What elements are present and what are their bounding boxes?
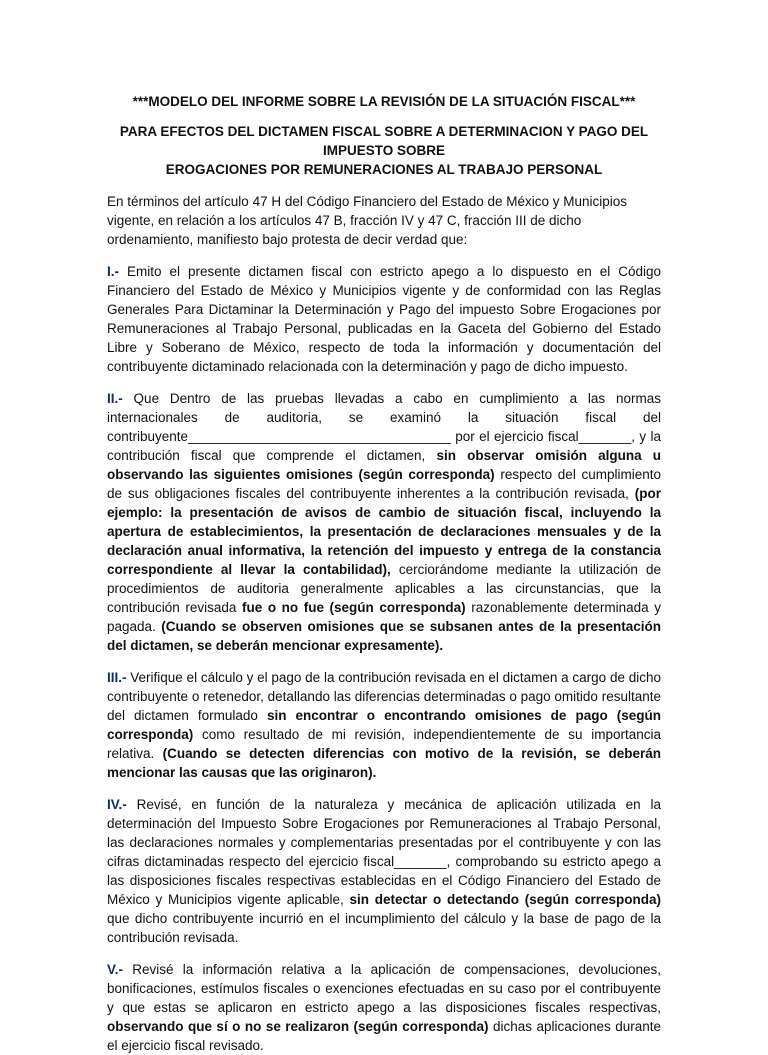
paragraph-text: Revisé, en función de la naturaleza y mecánica de aplicación utilizada en la determinación del Impuesto Sobre Erogaciones por Remuneraciones al Trabajo Personal, las declaraciones normales y complementarias presentadas por el contribuyente y con las cifras dictaminadas respecto del ejercicio fiscal_______, comprobando su estricto apego a las disposiciones fiscales respectivas establecidas en el Código Financiero del Estado de México y Municipios vigente aplicable, [107, 797, 661, 907]
bold-text: observando que sí o no se realizaron (según corresponda) [107, 1019, 489, 1034]
bold-text: sin observar omisión alguna u observando las siguientes omisiones (según corresponda) [107, 448, 662, 482]
paragraph-number: II.- [107, 391, 123, 406]
paragraph-number: III.- [107, 670, 127, 685]
paragraph-text: razonablemente determinada y pagada. [107, 600, 661, 634]
paragraph-text: Revisé la información relativa a la aplicación de compensaciones, devoluciones, bonificaciones, estímulos fiscales o exenciones efectuadas en su caso por el contribuyente y que estas se aplicaron en estricto apego a las disposiciones fiscales respectivas, [107, 962, 661, 1015]
paragraph-iv [107, 795, 661, 947]
paragraph-text: dichas aplicaciones durante el ejercicio fiscal revisado. [107, 1019, 662, 1053]
paragraph-text: Emito el presente dictamen fiscal con estricto apego a lo dispuesto en el Código Financiero del Estado de México y Municipios vigente y de conformidad con las Reglas Generales Para Dictaminar la Determinación y Pago del impuesto Sobre Erogaciones por Remuneraciones al Trabajo Personal, publicadas en la Gaceta del Gobierno del Estado Libre y Soberano de México, respecto de toda la información y documentación del contribuyente dictaminado relacionada con la determinación y pago de dicho impuesto. [107, 264, 661, 374]
paragraph-number: V.- [107, 962, 124, 977]
subtitle-line-1: PARA EFECTOS DEL DICTAMEN FISCAL SOBRE A DETERMINACION Y PAGO DEL IMPUESTO SOBRE [119, 124, 649, 158]
paragraph-number: I.- [107, 264, 119, 279]
paragraph-v [107, 960, 661, 1055]
bold-text: (Cuando se observen omisiones que se subsanen antes de la presentación del dictamen, se deberán mencionar expresamente). [107, 619, 661, 653]
bold-text: (por ejemplo: la presentación de avisos de cambio de situación fiscal, incluyendo la apertura de establecimientos, la presentación de declaraciones mensuales y de la declaración anual informativa, la retención del impuesto y entrega de la constancia correspondiente al llevar la contabilidad), [107, 486, 661, 577]
paragraph-text: Verifique el cálculo y el pago de la contribución revisada en el dictamen a cargo de dicho contribuyente o retenedor, detallando las diferencias determinadas o pago omitido resultante del dictamen formulado [107, 670, 661, 723]
paragraph-text: Que Dentro de las pruebas llevadas a cabo en cumplimiento a las normas internacionales de auditoria, se examinó la situación fiscal del contribuyente___________________________________ por el ejercicio fiscal_______, y la contribución fiscal que comprende el dictamen, [107, 391, 661, 463]
paragraph-text: que dicho contribuyente incurrió en el incumplimiento del cálculo y la base de pago de la contribución revisada. [107, 911, 661, 945]
bold-text: sin detectar o detectando (según corresponda) [349, 892, 661, 907]
paragraph-number: IV.- [107, 797, 127, 812]
bold-text: fue o no fue (según corresponda) [241, 600, 466, 615]
document-title: ***MODELO DEL INFORME SOBRE LA REVISIÓN DE LA SITUACIÓN FISCAL*** [132, 94, 636, 109]
paragraph-text: como resultado de mi revisión, independientemente de su importancia relativa. [107, 727, 661, 761]
document-subtitle [107, 122, 661, 179]
paragraph-i [107, 262, 661, 376]
paragraph-ii [107, 389, 661, 655]
paragraph-iii [107, 668, 661, 782]
bold-text: (Cuando se detecten diferencias con motivo de la revisión, se deberán mencionar las causas que las originaron). [107, 746, 661, 780]
paragraph-text: cerciorándome mediante la utilización de procedimientos de auditoria generalmente aplicables a las circunstancias, que la contribución revisada [107, 562, 661, 615]
subtitle-line-2: EROGACIONES POR REMUNERACIONES AL TRABAJO PERSONAL [165, 162, 603, 177]
intro-paragraph: En términos del artículo 47 H del Código Financiero del Estado de México y Municipios vigente, en relación a los artículos 47 B, fracción IV y 47 C, fracción III de dicho ordenamiento, manifiesto bajo protesta de decir verdad que: [107, 194, 628, 247]
bold-text: sin encontrar o encontrando omisiones de pago (según corresponda) [107, 708, 662, 742]
paragraph-text: respecto del cumplimiento de sus obligaciones fiscales del contribuyente inherentes a la contribución revisada, [107, 467, 662, 501]
